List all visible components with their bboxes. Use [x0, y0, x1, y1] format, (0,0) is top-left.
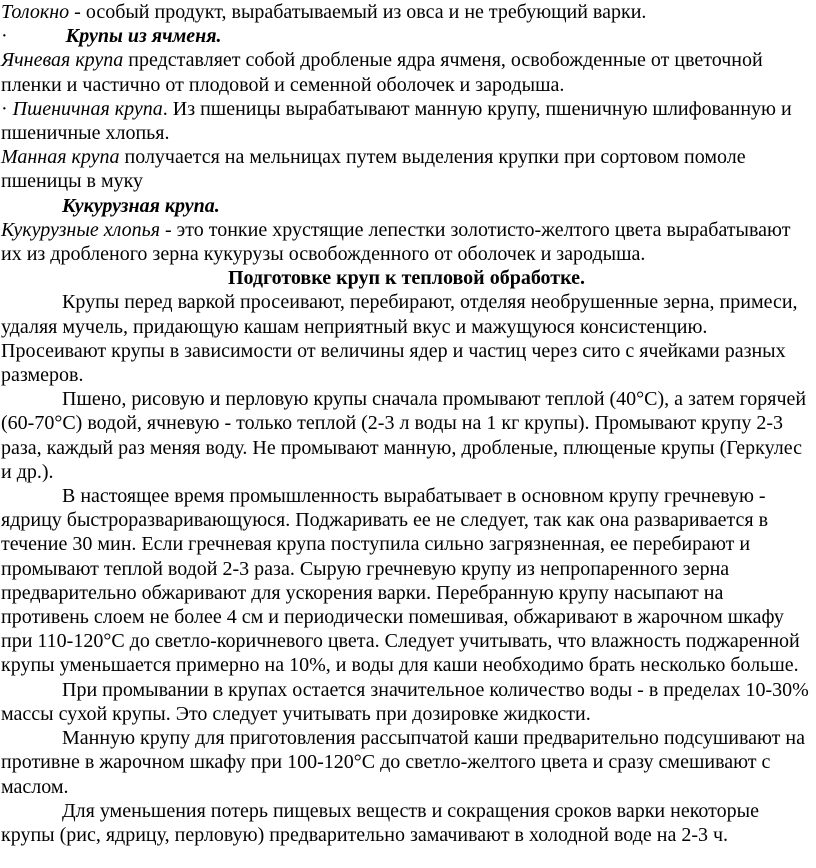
bullet-icon: · — [1, 25, 8, 48]
body-paragraph: Пшено, рисовую и перловую крупы сначала промывают теплой (40°С), а затем горячей (60-70°С) водой, ячневую - только теплой (2-3 л воды на 1 кг крупы). Промывают крупу 2-3 раза, каждый раз меняя воду. Не промывают манную, дробленые, плющеные крупы (Геркулес и др.). — [1, 388, 807, 483]
wheat-text: . Из пшеницы вырабатывают манную крупу, пшеничную шлифованную и пшеничные хлопья. — [1, 97, 792, 145]
body-paragraph: Для уменьшения потерь пищевых веществ и сокращения сроков варки некоторые крупы (рис, ядрицу, перловую) предварительно замачивают в холодной воде на 2-3 ч. — [1, 799, 759, 846]
barley-heading-title: Крупы из ячменя. — [65, 25, 222, 48]
barley-text: представляет собой дробленые ядра ячменя, освобожденные от цветочной пленки и частично от плодовой и семенной оболочек и зародыша. — [1, 49, 763, 96]
corn-heading-title: Кукурузная крупа. — [62, 194, 220, 217]
corn-paragraph — [1, 218, 812, 266]
corn-term: Кукурузные хлопья — [1, 218, 161, 241]
corn-heading — [1, 194, 812, 218]
body-paragraph: В настоящее время промышленность вырабатывает в основном крупу гречневую - ядрицу быстроразваривающуюся. Поджаривать ее не следует, так как она разваривается в течение 30 мин. Если гречневая крупа поступила сильно загрязненная, ее перебирают и промывают теплой водой 2-3 раза. Сырую гречневую крупу из непропаренного зерна предварительно обжаривают для ускорения варки. Перебранную крупу насыпают на противень слоем не более 4 см и периодически помешивая, обжаривают в жарочном шкафу при 110-120°С до светло-коричневого цвета. Следует учитывать, что влажность поджаренной крупы уменьшается примерно на 10%, и воды для каши необходимо брать несколько больше. — [1, 485, 800, 677]
body-paragraph: Крупы перед варкой просеивают, перебирают, отделяя необрушенные зерна, примеси, удаляя мучель, придающую кашам неприятный вкус и мажущуюся консистенцию. Просеивают крупы в зависимости от величины ядер и частиц через сито с ячейками разных размеров. — [1, 291, 798, 387]
body-paragraph: При промывании в крупах остается значительное количество воды - в пределах 10-30% массы сухой крупы. Это следует учитывать при дозировке жидкости. — [1, 678, 809, 725]
tolokno-text: - особый продукт, вырабатываемый из овса и не требующий варки. — [69, 1, 647, 23]
tolokno-term: Толокно — [1, 1, 70, 23]
barley-paragraph — [1, 48, 812, 96]
bullet-icon: · — [1, 97, 13, 120]
corn-text: - это тонкие хрустящие лепестки золотисто-желтого цвета вырабатывают их из дробленого зерна кукурузы освобожденного от оболочек и зародыша. — [1, 218, 791, 266]
semolina-paragraph — [1, 145, 812, 193]
wheat-paragraph — [1, 97, 812, 145]
wheat-term: Пшеничная крупа — [12, 97, 163, 120]
body-paragraph: Манную крупу для приготовления рассыпчатой каши предварительно подсушивают на противне в жарочном шкафу при 100-120°С до светло-желтого цвета и сразу смешивают с маслом. — [1, 727, 805, 798]
semolina-text: получается на мельницах путем выделения крупки при сортовом помоле пшеницы в муку — [1, 146, 746, 193]
section-title: Подготовке круп к тепловой обработке. — [227, 267, 586, 290]
semolina-term: Манная крупа — [1, 146, 120, 169]
barley-term: Ячневая крупа — [1, 49, 124, 72]
tolokno-paragraph — [1, 0, 812, 24]
barley-heading — [1, 24, 812, 48]
